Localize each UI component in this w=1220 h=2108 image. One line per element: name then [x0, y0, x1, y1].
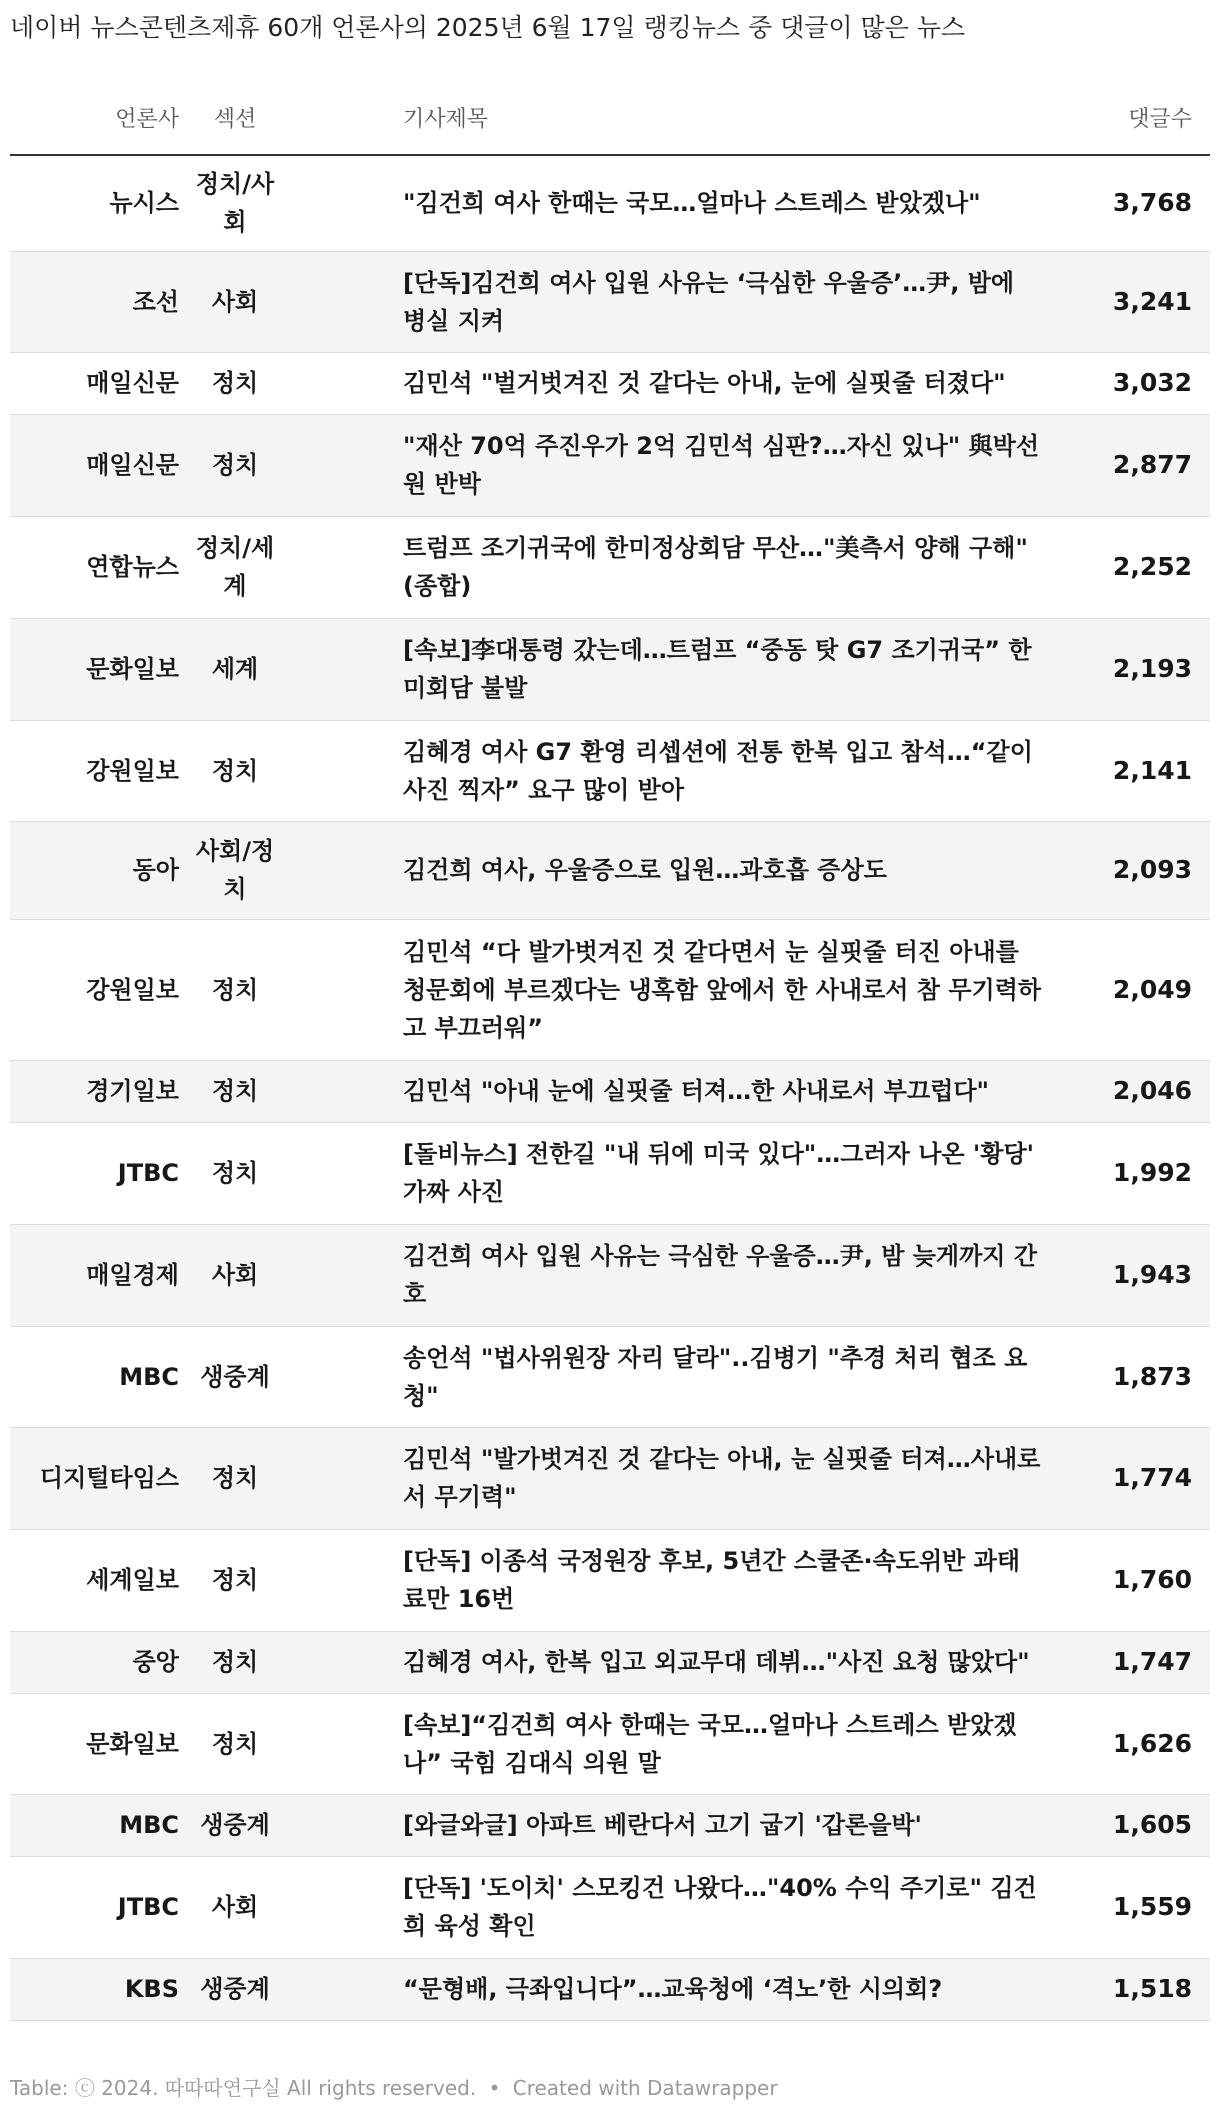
table-row — [10, 1958, 1210, 2020]
table-row — [10, 155, 1210, 251]
cell-comments: 1,943 — [1050, 1224, 1210, 1326]
cell-publisher: 매일경제 — [10, 1224, 180, 1326]
cell-section: 세계 — [180, 618, 290, 720]
cell-section: 정치/사회 — [180, 155, 290, 251]
cell-comments: 1,873 — [1050, 1326, 1210, 1427]
cell-publisher: 조선 — [10, 251, 180, 352]
cell-comments: 2,877 — [1050, 414, 1210, 516]
cell-comments: 2,093 — [1050, 821, 1210, 919]
table-row — [10, 1856, 1210, 1958]
column-header-headline[interactable] — [290, 88, 1050, 155]
cell-headline: 김민석 "발가벗겨진 것 같다는 아내, 눈 실핏줄 터져…사내로서 무기력" — [290, 1427, 1050, 1529]
cell-headline: 김혜경 여사, 한복 입고 외교무대 데뷔…"사진 요청 많았다" — [290, 1631, 1050, 1693]
table-row — [10, 352, 1210, 414]
table-row — [10, 414, 1210, 516]
cell-section: 사회 — [180, 1224, 290, 1326]
cell-headline: 김건희 여사 입원 사유는 극심한 우울증…尹, 밤 늦게까지 간호 — [290, 1224, 1050, 1326]
cell-publisher: 디지털타임스 — [10, 1427, 180, 1529]
cell-headline: 김건희 여사, 우울증으로 입원…과호흡 증상도 — [290, 821, 1050, 919]
cell-comments: 1,559 — [1050, 1856, 1210, 1958]
footer — [10, 2072, 778, 2101]
cell-headline: 트럼프 조기귀국에 한미정상회담 무산…"美측서 양해 구해"(종합) — [290, 516, 1050, 618]
cell-headline: [단독] '도이치' 스모킹건 나왔다…"40% 수익 주기로" 김건희 육성 확인 — [290, 1856, 1050, 1958]
datawrapper-link[interactable]: Created with Datawrapper — [512, 2076, 778, 2100]
cell-headline: [와글와글] 아파트 베란다서 고기 굽기 '갑론을박' — [290, 1794, 1050, 1856]
cell-publisher: 문화일보 — [10, 1693, 180, 1794]
table-row — [10, 1326, 1210, 1427]
table-row — [10, 618, 1210, 720]
cell-headline: 김민석 “다 발가벗겨진 것 같다면서 눈 실핏줄 터진 아내를 청문회에 부르겠다는 냉혹함 앞에서 한 사내로서 참 무기력하고 부끄러워” — [290, 919, 1050, 1060]
table-row — [10, 1122, 1210, 1224]
cell-publisher: 경기일보 — [10, 1060, 180, 1122]
cell-section: 사회/정치 — [180, 821, 290, 919]
cell-headline: "재산 70억 주진우가 2억 김민석 심판?…자신 있나" 與박선원 반박 — [290, 414, 1050, 516]
cell-section: 정치 — [180, 1529, 290, 1631]
table-header-row — [10, 88, 1210, 155]
cell-publisher: 강원일보 — [10, 720, 180, 821]
cell-section: 생중계 — [180, 1794, 290, 1856]
cell-comments: 1,747 — [1050, 1631, 1210, 1693]
cell-publisher: 동아 — [10, 821, 180, 919]
cell-comments: 2,252 — [1050, 516, 1210, 618]
cell-comments: 3,768 — [1050, 155, 1210, 251]
cell-comments: 2,049 — [1050, 919, 1210, 1060]
cell-publisher: 세계일보 — [10, 1529, 180, 1631]
column-header-publisher-label: 언론사 — [115, 107, 179, 132]
cell-headline: 김민석 "아내 눈에 실핏줄 터져…한 사내로서 부끄럽다" — [290, 1060, 1050, 1122]
cell-section: 생중계 — [180, 1326, 290, 1427]
table-row — [10, 1631, 1210, 1693]
cell-comments: 1,774 — [1050, 1427, 1210, 1529]
cell-comments: 2,046 — [1050, 1060, 1210, 1122]
cell-publisher: MBC — [10, 1326, 180, 1427]
cell-comments: 1,626 — [1050, 1693, 1210, 1794]
column-header-headline-label: 기사제목 — [403, 107, 489, 132]
cell-headline: [단독]김건희 여사 입원 사유는 ‘극심한 우울증’…尹, 밤에 병실 지켜 — [290, 251, 1050, 352]
cell-comments: 1,518 — [1050, 1958, 1210, 2020]
column-header-publisher[interactable] — [10, 88, 180, 155]
cell-comments: 2,141 — [1050, 720, 1210, 821]
cell-section: 정치 — [180, 1060, 290, 1122]
cell-comments: 3,241 — [1050, 251, 1210, 352]
cell-headline: “문형배, 극좌입니다”…교육청에 ‘격노’한 시의회? — [290, 1958, 1050, 2020]
cell-headline: 김민석 "벌거벗겨진 것 같다는 아내, 눈에 실핏줄 터졌다" — [290, 352, 1050, 414]
table-row — [10, 1693, 1210, 1794]
cell-section: 정치 — [180, 352, 290, 414]
cell-publisher: 뉴시스 — [10, 155, 180, 251]
cell-comments: 3,032 — [1050, 352, 1210, 414]
cell-publisher: MBC — [10, 1794, 180, 1856]
table-row — [10, 821, 1210, 919]
table-row — [10, 720, 1210, 821]
footer-separator: • — [488, 2076, 501, 2100]
cell-headline: 송언석 "법사위원장 자리 달라"..김병기 "추경 처리 협조 요청" — [290, 1326, 1050, 1427]
cell-headline: [단독] 이종석 국정원장 후보, 5년간 스쿨존·속도위반 과태료만 16번 — [290, 1529, 1050, 1631]
cell-publisher: JTBC — [10, 1122, 180, 1224]
cell-comments: 1,605 — [1050, 1794, 1210, 1856]
footer-credit: Table: ⓒ 2024. 따따따연구실 All rights reserved. — [10, 2076, 477, 2100]
cell-headline: [속보]李대통령 갔는데…트럼프 “중동 탓 G7 조기귀국” 한미회담 불발 — [290, 618, 1050, 720]
page-title: 네이버 뉴스콘텐츠제휴 60개 언론사의 2025년 6월 17일 랭킹뉴스 중 댓글이 많은 뉴스 — [10, 13, 966, 42]
cell-headline: [돌비뉴스] 전한길 "내 뒤에 미국 있다"…그러자 나온 '황당' 가짜 사진 — [290, 1122, 1050, 1224]
ranking-table — [10, 88, 1210, 2021]
cell-publisher: 중앙 — [10, 1631, 180, 1693]
cell-publisher: 강원일보 — [10, 919, 180, 1060]
cell-section: 정치 — [180, 1693, 290, 1794]
cell-publisher: 매일신문 — [10, 352, 180, 414]
table-row — [10, 516, 1210, 618]
cell-section: 사회 — [180, 1856, 290, 1958]
cell-comments: 2,193 — [1050, 618, 1210, 720]
cell-publisher: 매일신문 — [10, 414, 180, 516]
table-row — [10, 919, 1210, 1060]
cell-section: 생중계 — [180, 1958, 290, 2020]
cell-section: 정치 — [180, 414, 290, 516]
table-row — [10, 251, 1210, 352]
cell-publisher: 문화일보 — [10, 618, 180, 720]
table-row — [10, 1427, 1210, 1529]
cell-section: 정치/세계 — [180, 516, 290, 618]
table-row — [10, 1529, 1210, 1631]
cell-section: 사회 — [180, 251, 290, 352]
cell-comments: 1,760 — [1050, 1529, 1210, 1631]
cell-comments: 1,992 — [1050, 1122, 1210, 1224]
column-header-comments-label: 댓글수 — [1128, 107, 1192, 132]
table-row — [10, 1224, 1210, 1326]
cell-section: 정치 — [180, 1427, 290, 1529]
cell-section: 정치 — [180, 1122, 290, 1224]
cell-publisher: 연합뉴스 — [10, 516, 180, 618]
table-row — [10, 1060, 1210, 1122]
table-row — [10, 1794, 1210, 1856]
cell-headline: 김혜경 여사 G7 환영 리셉션에 전통 한복 입고 참석…“같이 사진 찍자” 요구 많이 받아 — [290, 720, 1050, 821]
cell-publisher: KBS — [10, 1958, 180, 2020]
cell-publisher: JTBC — [10, 1856, 180, 1958]
column-header-section-label: 섹션 — [213, 107, 257, 132]
cell-headline: [속보]“김건희 여사 한때는 국모…얼마나 스트레스 받았겠나” 국힘 김대식 의원 말 — [290, 1693, 1050, 1794]
cell-section: 정치 — [180, 1631, 290, 1693]
cell-section: 정치 — [180, 720, 290, 821]
cell-section: 정치 — [180, 919, 290, 1060]
column-header-comments[interactable] — [1050, 88, 1210, 155]
column-header-section[interactable] — [180, 88, 290, 155]
cell-headline: "김건희 여사 한때는 국모…얼마나 스트레스 받았겠나" — [290, 155, 1050, 251]
